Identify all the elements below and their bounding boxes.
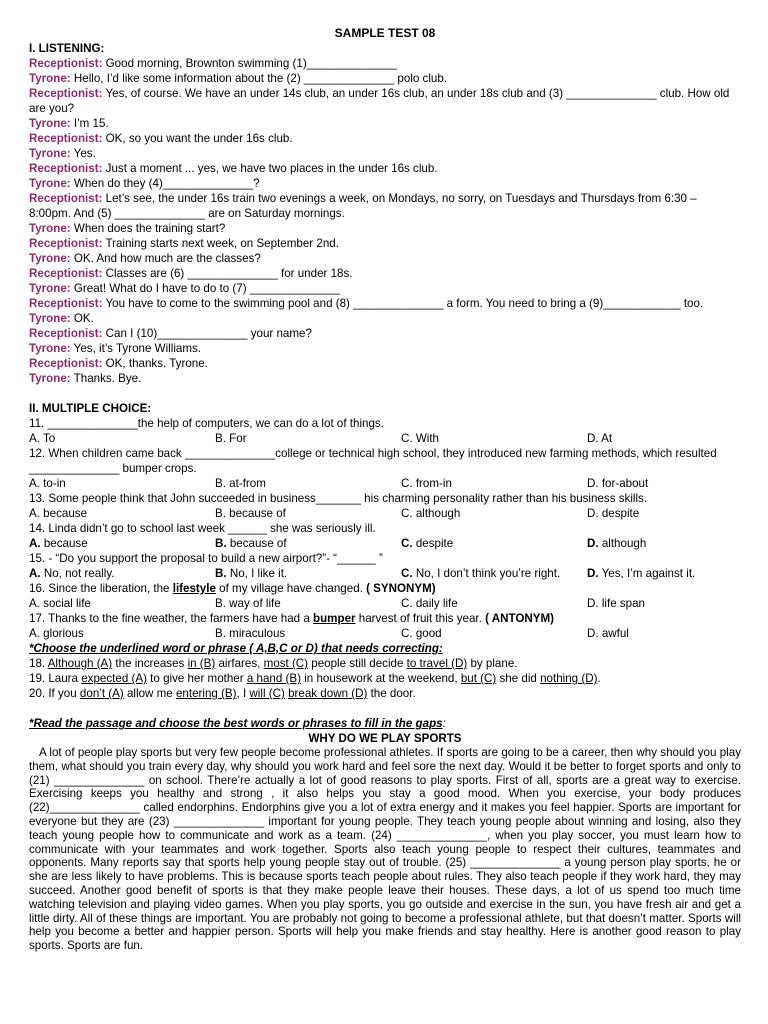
stem-pre: 16. Since the liberation, the (29, 582, 173, 595)
passage-text: A lot of people play sports but very few people become professional athletes. If sports are going to be a career, then why should you play them, what should you train every day, why should you work hard and feel sore the next day. Would it be better to forget sports and only to (21) ______________ on school. There’re actually a lot of good reasons to play sports. First of all, sports are a great way to exercise. Exercising keeps you healthy and strong , it also helps you stay a good mood. When you exercise, your body produces (22)______________ called endorphins. Endorphins give you a lot of extra energy and it makes you feel happier. Sports are important for everyone but they are (23) ______________ important for young people. They teach young people about winning and losing, also they teach young people how to communicate and work as a team. (24) ______________, when you play soccer, you must learn how to communicate with your teammates and work together. Sports also teach young people to respect their cultures, teammates and opponents. Many reports say that sports help young people stay out of trouble. (25) ______________ a young person play sports, he or she are less likely to have problems. This is because sports teach people about rules. They also teach people if they work hard, they may succeed. Another good benefit of sports is that they make people leave their houses. These days, a lot of us spend too much time watching television and playing video games. When you play sports, you go outside and exercise in the sun, you have fresh air and get a little dirty. All of these things are important. You are probably not going to become a professional athlete, but that doesn’t matter. Sports will help you become a better and happier person. Sports will help you make friends and stay healthy. Here is another good reason to play sports. Sports are fun. (29, 746, 741, 953)
speaker-label: Tyrone: (29, 342, 71, 355)
options-14 (29, 536, 741, 551)
option-text: No, not really. (40, 567, 115, 580)
question-tag: ( ANTONYM) (485, 612, 554, 625)
dialogue-line (29, 251, 741, 266)
underlined-option: will (C) (249, 687, 285, 700)
option-text: despite (412, 537, 454, 550)
question-11: 11. ______________the help of computers, we can do a lot of things. (29, 417, 384, 430)
option-letter: D. (587, 537, 599, 550)
question-18 (29, 656, 741, 671)
speaker-label: Tyrone: (29, 72, 71, 85)
key-word: bumper (313, 612, 356, 625)
underlined-option: but (C) (460, 672, 497, 685)
stem-post: of my village have changed. (215, 582, 367, 595)
option-d: D. for-about (587, 477, 649, 490)
option-letter: A. (29, 567, 41, 580)
underlined-option: don’t (A) (79, 687, 124, 700)
option-text: although (598, 537, 647, 550)
speaker-label: Tyrone: (29, 282, 71, 295)
key-word: lifestyle (172, 582, 216, 595)
options-17 (29, 626, 741, 641)
option-c: C. With (401, 432, 440, 445)
question-15: 15. - “Do you support the proposal to build a new airport?”- “______ ” (29, 552, 383, 565)
option-letter: B. (215, 567, 227, 580)
options-13 (29, 506, 741, 521)
dialogue-text: Yes. (70, 147, 96, 160)
option-d: D. life span (587, 597, 645, 610)
text-part: the door. (367, 687, 416, 700)
underlined-option: nothing (D) (540, 672, 598, 685)
speaker-label: Tyrone: (29, 312, 71, 325)
dialogue-line (29, 371, 741, 386)
option-a: A. because (29, 507, 88, 520)
dialogue-line (29, 356, 741, 371)
options-15 (29, 566, 741, 581)
question-20 (29, 686, 741, 701)
dialogue-text: OK. (70, 312, 94, 325)
option-letter: C. (401, 537, 413, 550)
text-part: she did (496, 672, 541, 685)
option-a: A. glorious (29, 627, 84, 640)
dialogue-text: Classes are (6) ______________ for under 18s. (102, 267, 353, 280)
text-part: 18. (29, 657, 48, 670)
option-text: Yes, I’m against it. (598, 567, 696, 580)
dialogue-text: Good morning, Brownton swimming (1)______________ (102, 57, 397, 70)
option-a: A. To (29, 432, 56, 445)
option-d: D. despite (587, 507, 640, 520)
question-13: 13. Some people think that John succeeded in business_______ his charming personality rather than his business skills. (29, 492, 648, 505)
speaker-label: Receptionist: (29, 267, 103, 280)
option-letter: D. (587, 567, 599, 580)
mc-heading: II. MULTIPLE CHOICE: (29, 402, 152, 415)
dialogue-line (29, 161, 741, 176)
text-part: in housework at the weekend, (300, 672, 461, 685)
text-part: allow me (123, 687, 176, 700)
option-d (587, 536, 741, 551)
speaker-label: Receptionist: (29, 57, 103, 70)
dialogue-line (29, 311, 741, 326)
dialogue-line (29, 281, 741, 296)
option-b: B. miraculous (215, 627, 286, 640)
instruction-colon: : (442, 717, 446, 730)
underlined-option: a hand (B) (246, 672, 301, 685)
speaker-label: Receptionist: (29, 192, 103, 205)
dialogue-text: Just a moment ... yes, we have two places in the under 16s club. (102, 162, 438, 175)
speaker-label: Tyrone: (29, 147, 71, 160)
dialogue-text: Can I (10)______________ your name? (102, 327, 312, 340)
speaker-label: Tyrone: (29, 117, 71, 130)
speaker-label: Receptionist: (29, 237, 103, 250)
text-part: 20. If you (29, 687, 80, 700)
question-16 (29, 581, 741, 596)
dialogue-line (29, 266, 741, 281)
dialogue-text: You have to come to the swimming pool and (8) ______________ a form. You need to bring a (9)____________ too. (102, 297, 704, 310)
dialogue-line (29, 131, 741, 146)
reading-instruction (29, 716, 741, 731)
text-part: people still decide (308, 657, 407, 670)
dialogue-line (29, 341, 741, 356)
option-a: A. social life (29, 597, 91, 610)
dialogue-line (29, 146, 741, 161)
dialogue-text: I’m 15. (70, 117, 109, 130)
option-a: A. to-in (29, 477, 66, 490)
option-d (587, 566, 741, 581)
speaker-label: Tyrone: (29, 177, 71, 190)
listening-dialogue (29, 56, 741, 386)
option-c: C. daily life (401, 597, 458, 610)
option-text: because (40, 537, 88, 550)
dialogue-line (29, 191, 741, 221)
option-text: No, I like it. (226, 567, 288, 580)
underlined-option: to travel (D) (406, 657, 468, 670)
dialogue-text: Great! What do I have to do to (7) ______________ (70, 282, 341, 295)
dialogue-line (29, 296, 741, 311)
dialogue-line (29, 86, 741, 116)
dialogue-text: Yes, it’s Tyrone Williams. (70, 342, 202, 355)
speaker-label: Receptionist: (29, 132, 103, 145)
dialogue-text: Hello, I’d like some information about the (2) ______________ polo club. (70, 72, 448, 85)
dialogue-text: Training starts next week, on September 2nd. (102, 237, 339, 250)
question-tag: ( SYNONYM) (366, 582, 436, 595)
text-part: to give her mother (146, 672, 247, 685)
option-a (29, 566, 215, 581)
dialogue-text: Yes, of course. We have an under 14s club, an under 16s club, an under 18s club and (3) ______________ club. How old are you? (29, 87, 730, 115)
dialogue-line (29, 71, 741, 86)
option-c (401, 536, 587, 551)
options-12 (29, 476, 741, 491)
option-b (215, 536, 401, 551)
speaker-label: Receptionist: (29, 162, 103, 175)
dialogue-text: Let’s see, the under 16s train two evenings a week, on Mondays, no sorry, on Tuesdays and Thursdays from 6:30 – 8:00pm. And (5) ______________ are on Saturday mornings. (29, 192, 697, 220)
option-a (29, 536, 215, 551)
spacer (29, 386, 741, 401)
text-part: airfares, (215, 657, 264, 670)
speaker-label: Tyrone: (29, 222, 71, 235)
question-14: 14. Linda didn’t go to school last week ______ she was seriously ill. (29, 522, 376, 535)
option-d: D. At (587, 432, 613, 445)
speaker-label: Tyrone: (29, 252, 71, 265)
underlined-option: in (B) (187, 657, 216, 670)
option-b: B. way of life (215, 597, 281, 610)
speaker-label: Tyrone: (29, 372, 71, 385)
speaker-label: Receptionist: (29, 357, 103, 370)
text-part: , I (236, 687, 250, 700)
option-letter: B. (215, 537, 227, 550)
underlined-option: Although (A) (47, 657, 113, 670)
text-part: 19. Laura (29, 672, 82, 685)
option-text: No, I don’t think you’re right. (412, 567, 561, 580)
option-d: D. awful (587, 627, 629, 640)
options-11 (29, 431, 741, 446)
underlined-option: entering (B) (175, 687, 237, 700)
instruction-text: *Read the passage and choose the best words or phrases to fill in the gaps (29, 717, 443, 730)
speaker-label: Receptionist: (29, 327, 103, 340)
option-b: B. For (215, 432, 247, 445)
dialogue-line (29, 176, 741, 191)
dialogue-text: OK, so you want the under 16s club. (102, 132, 293, 145)
underlined-option: expected (A) (81, 672, 147, 685)
underlined-option: most (C) (263, 657, 309, 670)
dialogue-line (29, 221, 741, 236)
options-16 (29, 596, 741, 611)
dialogue-text: Thanks. Bye. (70, 372, 142, 385)
test-page (29, 26, 741, 953)
spacer (29, 701, 741, 716)
dialogue-line (29, 116, 741, 131)
dialogue-text: When do they (4)______________? (70, 177, 260, 190)
instruction-correcting: *Choose the underlined word or phrase ( A,B,C or D) that needs correcting: (29, 642, 443, 655)
dialogue-line (29, 56, 741, 71)
option-c: C. from-in (401, 477, 452, 490)
option-c (401, 566, 587, 581)
underlined-option: break down (D) (288, 687, 368, 700)
option-b: B. because of (215, 507, 286, 520)
passage-title: WHY DO WE PLAY SPORTS (308, 732, 462, 745)
option-b (215, 566, 401, 581)
dialogue-text: When does the training start? (70, 222, 226, 235)
text-part: by plane. (467, 657, 518, 670)
listening-heading: I. LISTENING: (29, 42, 105, 55)
option-c: C. good (401, 627, 442, 640)
option-text: because of (226, 537, 287, 550)
page-title: SAMPLE TEST 08 (334, 26, 436, 40)
dialogue-line (29, 326, 741, 341)
dialogue-text: OK. And how much are the classes? (70, 252, 261, 265)
option-b: B. at-from (215, 477, 266, 490)
question-12: 12. When children came back ______________college or technical high school, they introduced new farming methods, which resulted ______________ bumper crops. (29, 447, 717, 475)
option-c: C. although (401, 507, 461, 520)
question-17 (29, 611, 741, 626)
dialogue-text: OK, thanks. Tyrone. (102, 357, 208, 370)
dialogue-line (29, 236, 741, 251)
speaker-label: Receptionist: (29, 297, 103, 310)
question-19 (29, 671, 741, 686)
speaker-label: Receptionist: (29, 87, 103, 100)
stem-pre: 17. Thanks to the fine weather, the farmers have had a (29, 612, 314, 625)
text-part: the increases (112, 657, 188, 670)
option-letter: A. (29, 537, 41, 550)
stem-post: harvest of fruit this year. (355, 612, 486, 625)
text-part: . (597, 672, 601, 685)
option-letter: C. (401, 567, 413, 580)
